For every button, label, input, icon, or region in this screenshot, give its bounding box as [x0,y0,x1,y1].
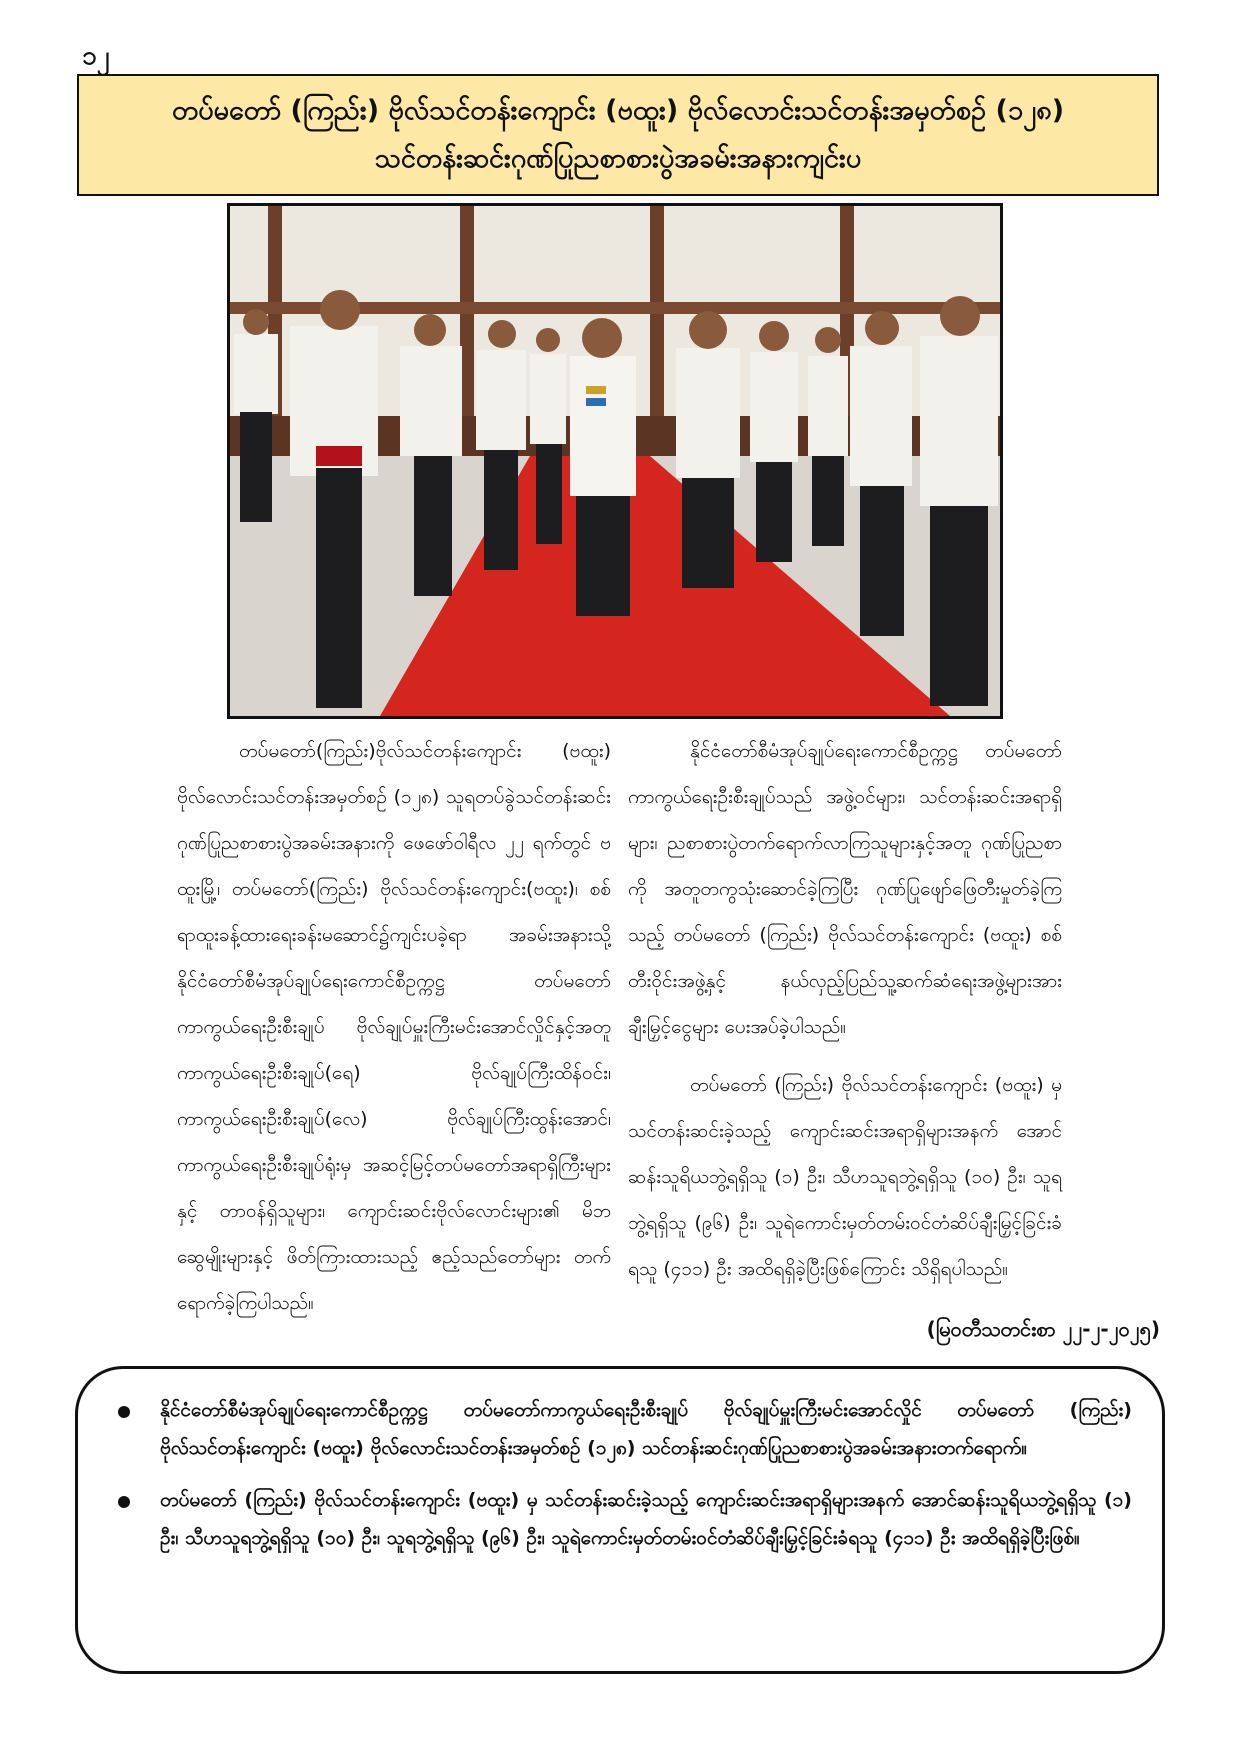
bullet-icon [118,1496,130,1508]
article-paragraph: တပ်မတော်(ကြည်း)ဗိုလ်သင်တန်းကျောင်း (ဗထူး) ဗိုလ်လောင်းသင်တန်းအမှတ်စဉ် (၁၂၈) သူရတပ်ခွဲသင်တန်းဆင်းဂုဏ်ပြုညစာစားပွဲအခမ်းအနားကို ဖေဖော်ဝါရီလ ၂၂ ရက်တွင် ဗထူးမြို့၊ တပ်မတော်(ကြည်း) ဗိုလ်သင်တန်းကျောင်း(ဗထူး)၊ စစ်ရာထူးခန့်ထားရေးခန်းမဆောင်၌ကျင်းပခဲ့ရာ အခမ်းအနားသို့ နိုင်ငံတော်စီမံအုပ်ချုပ်ရေးကောင်စီဥက္ကဋ္ဌ တပ်မတော်ကာကွယ်ရေးဦးစီးချုပ် ဗိုလ်ချုပ်မှူးကြီးမင်းအောင်လှိုင်နှင့်အတူ ကာကွယ်ရေးဦးစီးချုပ်(ရေ) ဗိုလ်ချုပ်ကြီးထိန်ဝင်း၊ ကာကွယ်ရေးဦးစီးချုပ်(လေ) ဗိုလ်ချုပ်ကြီးထွန်းအောင်၊ ကာကွယ်ရေးဦးစီးချုပ်ရုံးမှ အဆင့်မြင့်တပ်မတော်အရာရှိကြီးများနှင့် တာဝန်ရှိသူများ၊ ကျောင်းဆင်းဗိုလ်လောင်းများ၏ မိဘဆွေမျိုးများနှင့် ဖိတ်ကြားထားသည့် ဧည့်သည်တော်များ တက်ရောက်ခဲ့ကြပါသည်။ [177,740,611,1314]
senior-general [570,318,636,616]
headline-line-1: တပ်မတော် (ကြည်း) ဗိုလ်သင်တန်းကျောင်း (ဗထူး) ဗိုလ်လောင်းသင်တန်းအမှတ်စဉ် (၁၂၈) [171,95,1065,126]
article-paragraph: တပ်မတော် (ကြည်း) ဗိုလ်သင်တန်းကျောင်း (ဗထူး) မှ သင်တန်းဆင်းခဲ့သည့် ကျောင်းဆင်းအရာရှိများအနက် အောင်ဆန်းသူရိယဘွဲ့ရရှိသူ (၁) ဦး၊ သီဟသူရဘွဲ့ရရှိသူ (၁၀) ဦး၊ သူရဘွဲ့ရရှိသူ (၉၆) ဦး၊ သူရဲကောင်းမှတ်တမ်းဝင်တံဆိပ်ချီးမြှင့်ခြင်းခံရသူ (၄၁၁) ဦး အထိရရှိခဲ့ပြီးဖြစ်ကြောင်း သိရှိရပါသည်။ [628,1074,1062,1280]
article-column-right [628,728,1062,1304]
summary-item [118,1481,1132,1557]
summary-text: နိုင်ငံတော်စီမံအုပ်ချုပ်ရေးကောင်စီဥက္ကဋ္ဌ တပ်မတော်ကာကွယ်ရေးဦးစီးချုပ် ဗိုလ်ချုပ်မှူးကြီးမင်းအောင်လှိုင် တပ်မတော် (ကြည်း) ဗိုလ်သင်တန်းကျောင်း (ဗထူး) ဗိုလ်လောင်းသင်တန်းအမှတ်စဉ် (၁၂၈) သင်တန်းဆင်းဂုဏ်ပြုညစာစားပွဲအခမ်းအနားတက်ရောက်။ [160,1399,1132,1459]
summary-list [118,1391,1132,1557]
headline-line-2: သင်တန်းဆင်းဂုဏ်ပြုညစာစားပွဲအခမ်းအနားကျင်းပ [374,143,862,174]
summary-text: တပ်မတော် (ကြည်း) ဗိုလ်သင်တန်းကျောင်း (ဗထူး) မှ သင်တန်းဆင်းခဲ့သည့် ကျောင်းဆင်းအရာရှိများအနက် အောင်ဆန်းသူရိယဘွဲ့ရရှိသူ (၁) ဦး၊ သီဟသူရဘွဲ့ရရှိသူ (၁၀) ဦး၊ သူရဘွဲ့ရရှိသူ (၉၆) ဦး၊ သူရဲကောင်းမှတ်တမ်းဝင်တံဆိပ်ချီးမြှင့်ခြင်းခံရသူ (၄၁၁) ဦး အထိရရှိခဲ့ပြီးဖြစ်။ [160,1489,1132,1549]
ceremony-photo [227,203,1003,719]
headline-box [77,74,1159,196]
bullet-icon [118,1406,130,1418]
summary-item [118,1391,1132,1467]
source-citation: (မြဝတီသတင်းစာ ၂၂-၂-၂၀၂၅) [926,1317,1160,1341]
page-number: ၁၂ [82,41,110,71]
ceremony-photo-illustration [230,206,1000,716]
summary-box [75,1366,1165,1674]
article-paragraph: နိုင်ငံတော်စီမံအုပ်ချုပ်ရေးကောင်စီဥက္ကဋ္ဌ တပ်မတော်ကာကွယ်ရေးဦးစီးချုပ်သည် အဖွဲ့ဝင်များ၊ သင်တန်းဆင်းအရာရှိများ၊ ညစာစားပွဲတက်ရောက်လာကြသူများနှင့်အတူ ဂုဏ်ပြုညစာကို အတူတကွသုံးဆောင်ခဲ့ကြပြီး ဂုဏ်ပြုဖျော်ဖြေတီးမှုတ်ခဲ့ကြသည့် တပ်မတော် (ကြည်း) ဗိုလ်သင်တန်းကျောင်း (ဗထူး) စစ်တီးဝိုင်းအဖွဲ့နှင့် နယ်လှည့်ပြည်သူ့ဆက်ဆံရေးအဖွဲ့များအား ချီးမြှင့်ငွေများ ပေးအပ်ခဲ့ပါသည်။ [628,740,1062,1038]
article-column-left [177,728,611,1338]
